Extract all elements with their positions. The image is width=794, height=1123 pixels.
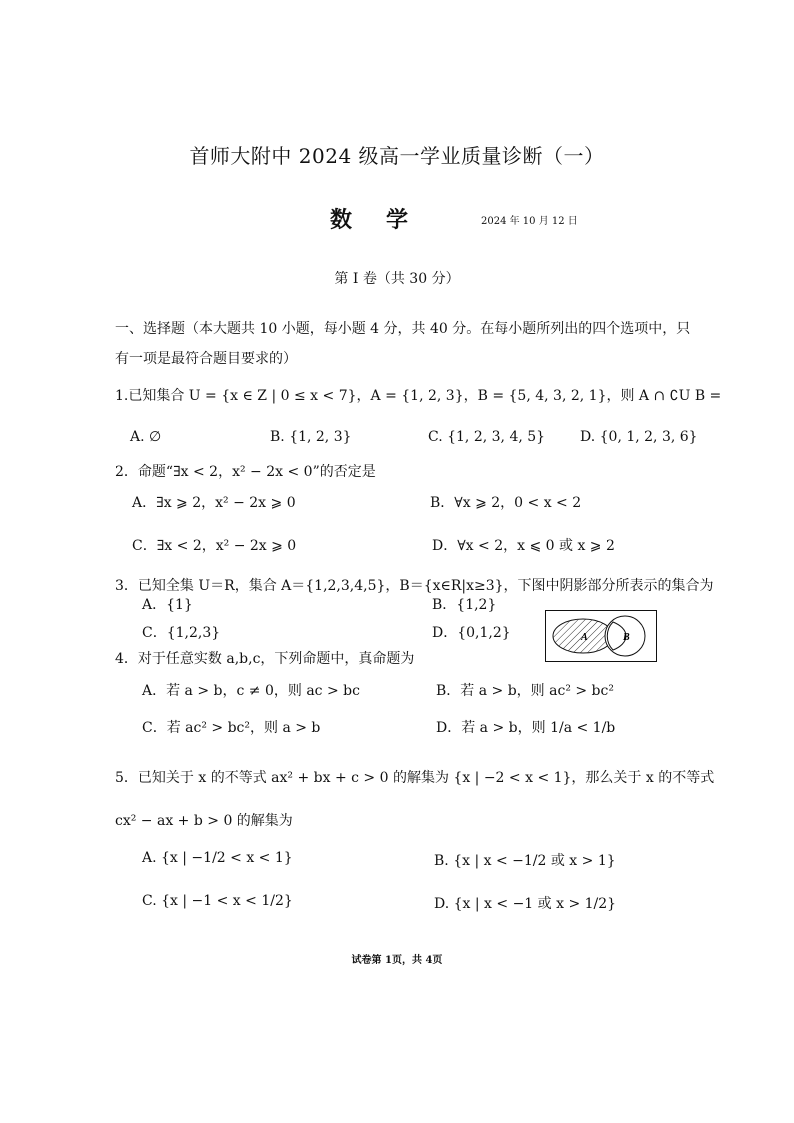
q2-option-b: B．∀x ⩾ 2，0 < x < 2 [430, 495, 582, 511]
question-3-stem: 3．已知全集 U＝R，集合 A＝{1,2,3,4,5}，B＝{x∈R|x≥3}，下图中阴影部分所表示的集合为 [115, 578, 714, 594]
q4-option-d: D．若 a > b，则 1/a < 1/b [436, 720, 616, 736]
q4-option-c: C．若 ac² > bc²，则 a > b [142, 720, 321, 736]
q1-option-d: D. {0, 1, 2, 3, 6} [580, 429, 698, 445]
venn-label-b: B [623, 632, 630, 643]
q5-option-b: B. {x | x < −1/2 或 x > 1} [434, 853, 616, 869]
q2-option-d: D．∀x < 2，x ⩽ 0 或 x ⩾ 2 [432, 538, 615, 554]
q4-option-a: A．若 a > b，c ≠ 0，则 ac > bc [142, 683, 360, 699]
section-instructions-line1: 一、选择题（本大题共 10 小题，每小题 4 分，共 40 分。在每小题所列出的四个选项中，只 [115, 321, 691, 337]
q5-option-c: C. {x | −1 < x < 1/2} [142, 893, 293, 909]
question-5-stem-line2: cx² − ax + b > 0 的解集为 [115, 813, 293, 829]
q1-option-c: C. {1, 2, 3, 4, 5} [428, 429, 546, 445]
q3-option-d: D．{0,1,2} [432, 625, 511, 641]
exam-date: 2024 年 10 月 12 日 [481, 216, 578, 227]
q1-option-a: A. ∅ [130, 429, 162, 445]
subject-title: 数学 [330, 208, 443, 233]
q2-option-a: A．∃x ⩾ 2，x² − 2x ⩾ 0 [132, 495, 296, 511]
q5-option-a: A. {x | −1/2 < x < 1} [142, 850, 293, 866]
q3-option-a: A．{1} [142, 597, 193, 613]
question-1-stem: 1.已知集合 U = {x ∈ Z | 0 ≤ x < 7}，A = {1, 2, 3}，B = {5, 4, 3, 2, 1}，则 A ∩ ∁U B = [115, 388, 722, 404]
venn-label-a: A [581, 632, 588, 643]
q3-option-c: C．{1,2,3} [142, 625, 221, 641]
volume-heading: 第 I 卷（共 30 分） [334, 271, 460, 287]
page-footer: 试卷第 1页，共 4页 [351, 955, 443, 966]
q5-option-d: D. {x | x < −1 或 x > 1/2} [434, 896, 617, 912]
question-5-stem-line1: 5．已知关于 x 的不等式 ax² + bx + c > 0 的解集为 {x | −2 < x < 1}，那么关于 x 的不等式 [115, 770, 715, 786]
venn-diagram [545, 610, 657, 662]
question-2-stem: 2．命题“∃x < 2，x² − 2x < 0”的否定是 [115, 464, 376, 480]
q1-option-b: B. {1, 2, 3} [270, 429, 352, 445]
section-instructions-line2: 有一项是最符合题目要求的） [115, 351, 297, 367]
q2-option-c: C．∃x < 2，x² − 2x ⩾ 0 [132, 538, 297, 554]
exam-title: 首师大附中 2024 级高一学业质量诊断（一） [189, 144, 605, 168]
question-4-stem: 4．对于任意实数 a,b,c，下列命题中，真命题为 [115, 651, 415, 667]
q4-option-b: B．若 a > b，则 ac² > bc² [436, 683, 614, 699]
q3-option-b: B．{1,2} [432, 597, 497, 613]
